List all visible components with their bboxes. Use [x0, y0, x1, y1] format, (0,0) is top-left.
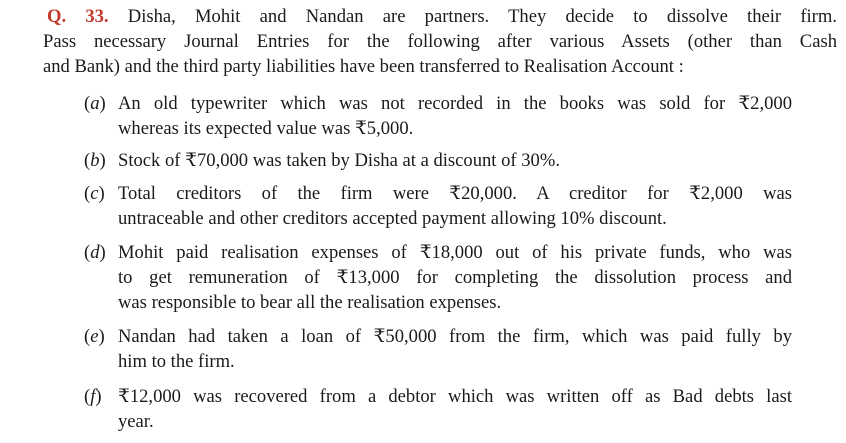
question-line: and Bank) and the third party liabilities have been transferred to Realisation Account : — [43, 56, 684, 77]
item-text — [118, 240, 792, 315]
item-text — [118, 181, 792, 231]
item-text — [118, 148, 792, 173]
item-a — [84, 91, 792, 141]
item-line: ₹12,000 was recovered from a debtor which was written off as Bad debts last — [118, 386, 792, 407]
item-line: to get remuneration of ₹13,000 for completing the dissolution process and — [118, 267, 792, 288]
question-line: Pass necessary Journal Entries for the following after various Assets (other than Cash — [43, 31, 837, 52]
item-text — [118, 384, 792, 434]
item-marker: (b) — [84, 150, 106, 171]
item-marker: (c) — [84, 183, 105, 204]
item-text — [118, 91, 792, 141]
item-d — [84, 240, 792, 315]
item-text — [118, 324, 792, 374]
item-line: him to the firm. — [118, 351, 235, 372]
item-line: was responsible to bear all the realisation expenses. — [118, 292, 502, 313]
item-line: Mohit paid realisation expenses of ₹18,000 out of his private funds, who was — [118, 242, 792, 263]
item-line: Nandan had taken a loan of ₹50,000 from the firm, which was paid fully by — [118, 326, 792, 347]
question-line-1-text: Disha, Mohit and Nandan are partners. They decide to dissolve their firm. — [108, 6, 837, 27]
item-line: An old typewriter which was not recorded in the books was sold for ₹2,000 — [118, 93, 792, 114]
question-line — [47, 4, 837, 29]
item-marker: (e) — [84, 326, 105, 347]
item-marker: (f) — [84, 386, 102, 407]
item-marker: (d) — [84, 242, 106, 263]
item-line: year. — [118, 411, 154, 432]
item-line: whereas its expected value was ₹5,000. — [118, 118, 414, 139]
item-line: untraceable and other creditors accepted payment allowing 10% discount. — [118, 208, 667, 229]
item-b — [84, 148, 792, 173]
item-line: Total creditors of the firm were ₹20,000. A creditor for ₹2,000 was — [118, 183, 792, 204]
question-statement — [43, 4, 837, 79]
question-number: Q. 33. — [47, 6, 109, 27]
item-c — [84, 181, 792, 231]
item-line: Stock of ₹70,000 was taken by Disha at a discount of 30%. — [118, 150, 560, 171]
item-marker: (a) — [84, 93, 106, 114]
item-f — [84, 384, 792, 434]
item-e — [84, 324, 792, 374]
